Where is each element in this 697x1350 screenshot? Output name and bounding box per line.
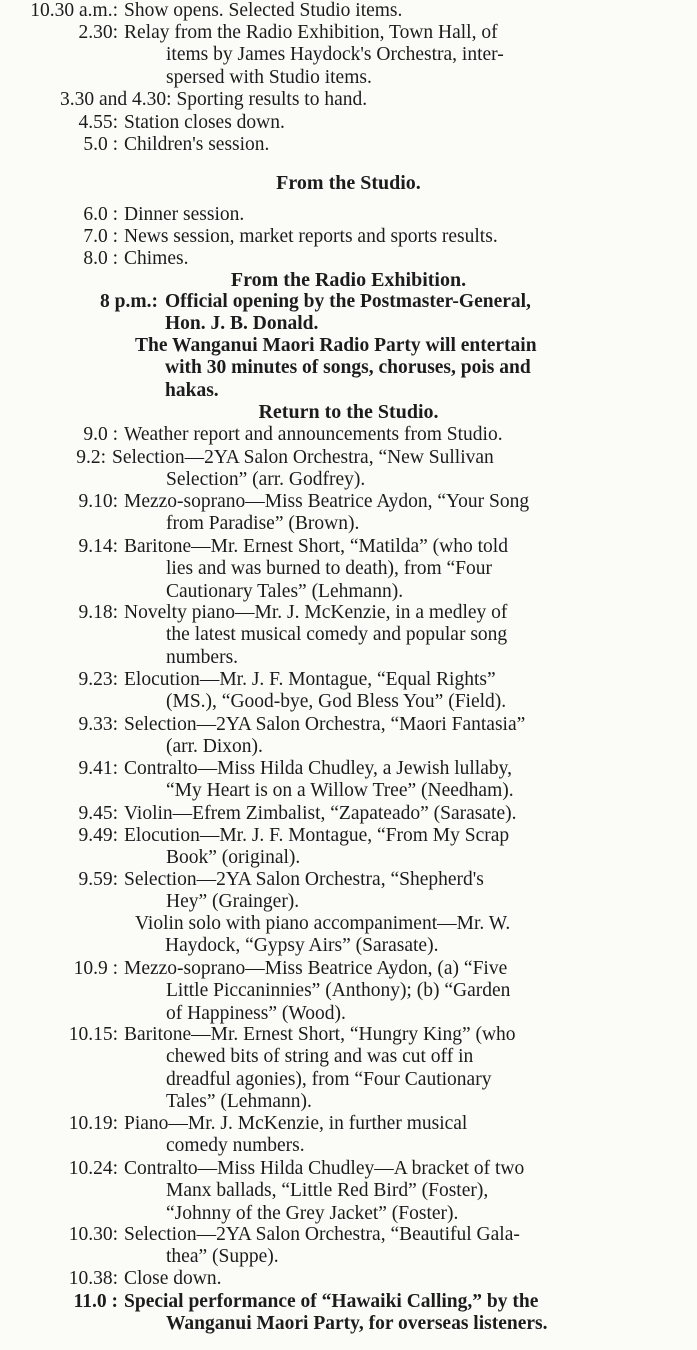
entry-line: Children's session. xyxy=(124,134,270,155)
entry-line: Book” (original). xyxy=(166,847,301,869)
entry-line: Mezzo-soprano—Miss Beatrice Aydon, “Your Song xyxy=(124,491,530,512)
entry-line: Selection—2YA Salon Orchestra, “Maori Fantasia” xyxy=(124,714,526,735)
entry-line: Manx ballads, “Little Red Bird” (Foster), xyxy=(166,1180,489,1202)
notice-line: hakas. xyxy=(165,379,219,401)
entry-line: Wanganui Maori Party, for overseas listeners. xyxy=(166,1313,548,1335)
heading-return-studio: Return to the Studio. xyxy=(258,401,439,423)
entry-line: Relay from the Radio Exhibition, Town Hall, of xyxy=(124,22,498,43)
entry-line: Contralto—Miss Hilda Chudley, a Jewish lullaby, xyxy=(124,758,512,779)
entry-time: 9.49: xyxy=(78,825,118,846)
entry-line: Mezzo-soprano—Miss Beatrice Aydon, (a) “Five xyxy=(124,958,508,979)
entry-line: Little Piccaninnies” (Anthony); (b) “Garden xyxy=(166,980,511,1002)
entry-line: chewed bits of string and was cut off in xyxy=(166,1046,474,1068)
entry-line: Dinner session. xyxy=(124,204,245,225)
entry-line: thea” (Suppe). xyxy=(166,1246,279,1268)
entry-line: Hon. J. B. Donald. xyxy=(165,313,319,335)
entry-line: Official opening by the Postmaster-General, xyxy=(165,291,531,312)
maori-party-notice xyxy=(135,335,537,402)
entry-line: “My Heart is on a Willow Tree” (Needham). xyxy=(166,780,514,802)
entry-line: Weather report and announcements from Studio. xyxy=(124,424,503,445)
entry-line: Elocution—Mr. J. F. Montague, “Equal Rights” xyxy=(124,669,496,690)
note-line: Violin solo with piano accompaniment—Mr. W. xyxy=(135,913,511,934)
entry-time: 6.0 : xyxy=(83,204,118,225)
entry-line: Cautionary Tales” (Lehmann). xyxy=(166,580,404,602)
entry-line: Tales” (Lehmann). xyxy=(166,1090,312,1112)
entry-time: 9.23: xyxy=(78,669,118,690)
entry-time: 3.30 and 4.30: xyxy=(60,89,172,110)
entry-line: (arr. Dixon). xyxy=(166,736,263,758)
entry-time: 7.0 : xyxy=(83,226,118,247)
entry-line: dreadful agonies), from “Four Cautionary xyxy=(166,1068,492,1090)
entry-line: Selection—2YA Salon Orchestra, “Shepherd's xyxy=(124,869,484,890)
notice-line: The Wanganui Maori Radio Party will entertain xyxy=(135,335,537,356)
entry-line: Novelty piano—Mr. J. McKenzie, in a medley of xyxy=(124,602,508,623)
entry-time: 8.0 : xyxy=(83,248,118,269)
entry-line: Piano—Mr. J. McKenzie, in further musical xyxy=(124,1113,468,1134)
entry-line: Selection—2YA Salon Orchestra, “New Sullivan xyxy=(112,447,494,468)
entry-line: Show opens. Selected Studio items. xyxy=(124,0,403,21)
entry-line: comedy numbers. xyxy=(166,1135,305,1157)
violin-solo-note xyxy=(135,913,510,958)
entry-line: Hey” (Grainger). xyxy=(166,891,300,913)
entry-line xyxy=(60,89,605,111)
heading-from-exhibition: From the Radio Exhibition. xyxy=(230,269,467,291)
entry-line: the latest musical comedy and popular song xyxy=(166,624,508,646)
entry-line: Contralto—Miss Hilda Chudley—A bracket of two xyxy=(124,1158,525,1179)
entry-line: from Paradise” (Brown). xyxy=(166,513,360,535)
entry-line: (MS.), “Good-bye, God Bless You” (Field). xyxy=(166,691,507,713)
entry-time: 10.19: xyxy=(68,1113,118,1134)
entry-time: 10.9 : xyxy=(73,958,118,979)
entry-time: 11.0 : xyxy=(73,1291,118,1312)
entry-line: Violin—Efrem Zimbalist, “Zapateado” (Sarasate). xyxy=(124,803,517,824)
note-line: Haydock, “Gypsy Airs” (Sarasate). xyxy=(165,935,439,957)
entry-line: Selection—2YA Salon Orchestra, “Beautiful Gala- xyxy=(124,1224,520,1245)
entry-time: 8 p.m.: xyxy=(100,291,158,312)
entry-line: items by James Haydock's Orchestra, inter- xyxy=(166,44,504,66)
entry-time: 9.10: xyxy=(78,491,118,512)
entry-line: spersed with Studio items. xyxy=(166,66,372,88)
entry-time: 9.41: xyxy=(78,758,118,779)
entry-time: 9.45: xyxy=(78,803,118,824)
entry-line: Close down. xyxy=(124,1268,222,1289)
entry-time: 9.18: xyxy=(78,602,118,623)
entry-line: Selection” (arr. Godfrey). xyxy=(166,469,366,491)
entry-line: Chimes. xyxy=(124,248,189,269)
entry-line: Elocution—Mr. J. F. Montague, “From My Scrap xyxy=(124,825,510,846)
entry-line: Station closes down. xyxy=(124,112,285,133)
entry-time: 9.0 : xyxy=(83,424,118,445)
entry-line: News session, market reports and sports results. xyxy=(124,226,498,247)
entry-time: 9.14: xyxy=(78,536,118,557)
entry-line: Special performance of “Hawaiki Calling,” by the xyxy=(124,1291,539,1312)
entry-time: 5.0 : xyxy=(83,134,118,155)
entry-time: 2.30: xyxy=(78,22,118,43)
entry-text: Sporting results to hand. xyxy=(176,89,368,110)
entry-time: 10.15: xyxy=(68,1024,118,1045)
entry-time: 9.2: xyxy=(76,447,106,468)
entry-time: 10.30: xyxy=(68,1224,118,1245)
entry-line: of Happiness” (Wood). xyxy=(166,1002,346,1024)
entry-time: 10.24: xyxy=(68,1158,118,1179)
entry-time: 9.33: xyxy=(78,714,118,735)
entry-line: numbers. xyxy=(166,646,239,668)
notice-line: with 30 minutes of songs, choruses, pois and xyxy=(165,357,531,379)
entry-time: 10.30 a.m.: xyxy=(30,0,118,21)
heading-from-studio: From the Studio. xyxy=(276,172,421,194)
entry-time: 9.59: xyxy=(78,869,118,890)
entry-line: “Johnny of the Grey Jacket” (Foster). xyxy=(166,1202,459,1224)
entry-line: Baritone—Mr. Ernest Short, “Hungry King” (who xyxy=(124,1024,516,1045)
entry-time: 4.55: xyxy=(78,112,118,133)
entry-line: lies and was burned to death), from “Four xyxy=(166,558,492,580)
entry-line: Baritone—Mr. Ernest Short, “Matilda” (who told xyxy=(124,536,508,557)
entry-time: 10.38: xyxy=(68,1268,118,1289)
